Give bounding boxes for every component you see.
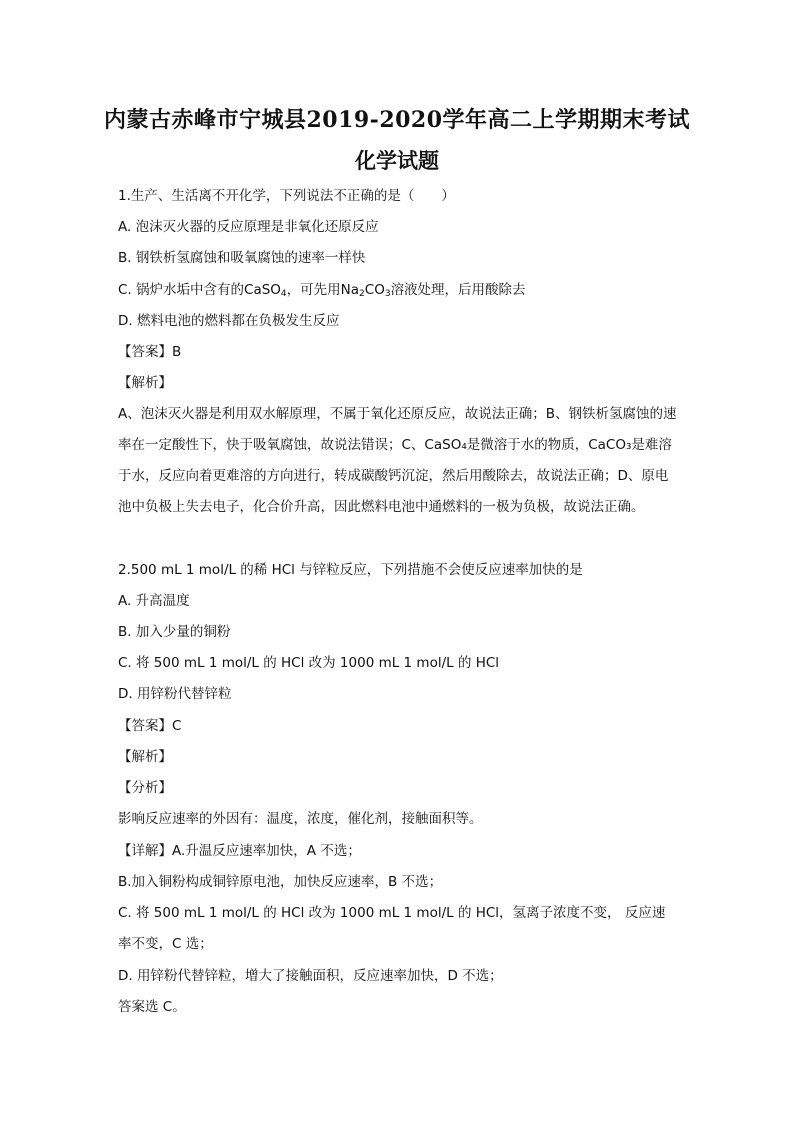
q2-detail-2: B.加入铜粉构成铜锌原电池，加快反应速率，B 不选；: [118, 874, 443, 890]
q1-option-c: [118, 280, 526, 304]
q1-option-c-caso4: CaSO: [244, 282, 281, 298]
q2-conclusion: 答案选 C。: [118, 999, 186, 1015]
q1-stem: 1.生产、生活离不开化学，下列说法不正确的是（ ）: [118, 188, 455, 204]
q1-option-c-sub4: 4: [280, 289, 287, 299]
q2-fenxi-text: 影响反应速率的外因有：温度，浓度，催化剂，接触面积等。: [118, 811, 483, 827]
q2-fenxi-label: 【分析】: [118, 780, 172, 796]
q1-option-a: A. 泡沫灭火器的反应原理是非氧化还原反应: [118, 219, 379, 235]
q2-option-c: C. 将 500 mL 1 mol/L 的 HCl 改为 1000 mL 1 mol/L 的 HCl: [118, 655, 500, 671]
q1-analysis-text: A、泡沫灭火器是利用双水解原理，不属于氧化还原反应，故说法正确；B、钢铁析氢腐蚀的速率在一定酸性下，快于吸氧腐蚀，故说法错误；C、CaSO₄是微溶于水的物质，CaCO₃是难溶于水，反应向着更难溶的方向进行，转成碳酸钙沉淀，然后用酸除去，故说法正确；D、原电池中负极上失去电子，化合价升高，因此燃料电池中通燃料的一极为负极，故说法正确。: [118, 406, 677, 515]
q2-detail-4: D. 用锌粉代替锌粒，增大了接触面积，反应速率加快，D 不选；: [118, 968, 503, 984]
document-title: 内蒙古赤峰市宁城县2019-2020学年高二上学期期末考试: [103, 107, 691, 133]
q1-option-c-mid: ，可先用: [286, 282, 341, 298]
q2-detail-3: C. 将 500 mL 1 mol/L 的 HCl 改为 1000 mL 1 mol/L 的 HCl，氢离子浓度不变， 反应速率不变，C 选；: [118, 905, 666, 952]
q1-option-d: D. 燃料电池的燃料都在负极发生反应: [118, 313, 340, 329]
q1-option-b: B. 钢铁析氢腐蚀和吸氧腐蚀的速率一样快: [118, 250, 366, 266]
q2-answer: 【答案】C: [118, 718, 182, 734]
q1-option-c-sub2: 2: [359, 289, 365, 299]
q1-option-c-co: CO: [364, 282, 385, 298]
q1-option-c-post: 溶液处理，后用酸除去: [390, 282, 526, 298]
q2-stem: 2.500 mL 1 mol/L 的稀 HCl 与锌粒反应，下列措施不会使反应速率加快的是: [118, 562, 583, 578]
q2-option-d: D. 用锌粉代替锌粒: [118, 686, 232, 702]
q1-analysis-label: 【解析】: [118, 375, 172, 391]
q1-answer: 【答案】B: [118, 344, 182, 360]
q2-option-a: A. 升高温度: [118, 593, 190, 609]
q1-option-c-na: Na: [340, 282, 360, 298]
q2-option-b: B. 加入少量的铜粉: [118, 624, 231, 640]
q2-detail-1: 【详解】A.升温反应速率加快，A 不选；: [118, 843, 361, 859]
q2-analysis-label: 【解析】: [118, 749, 172, 765]
q1-option-c-sub3: 3: [384, 289, 391, 299]
document-subtitle: 化学试题: [355, 148, 439, 173]
q1-option-c-pre: C. 锅炉水垢中含有的: [118, 282, 245, 298]
